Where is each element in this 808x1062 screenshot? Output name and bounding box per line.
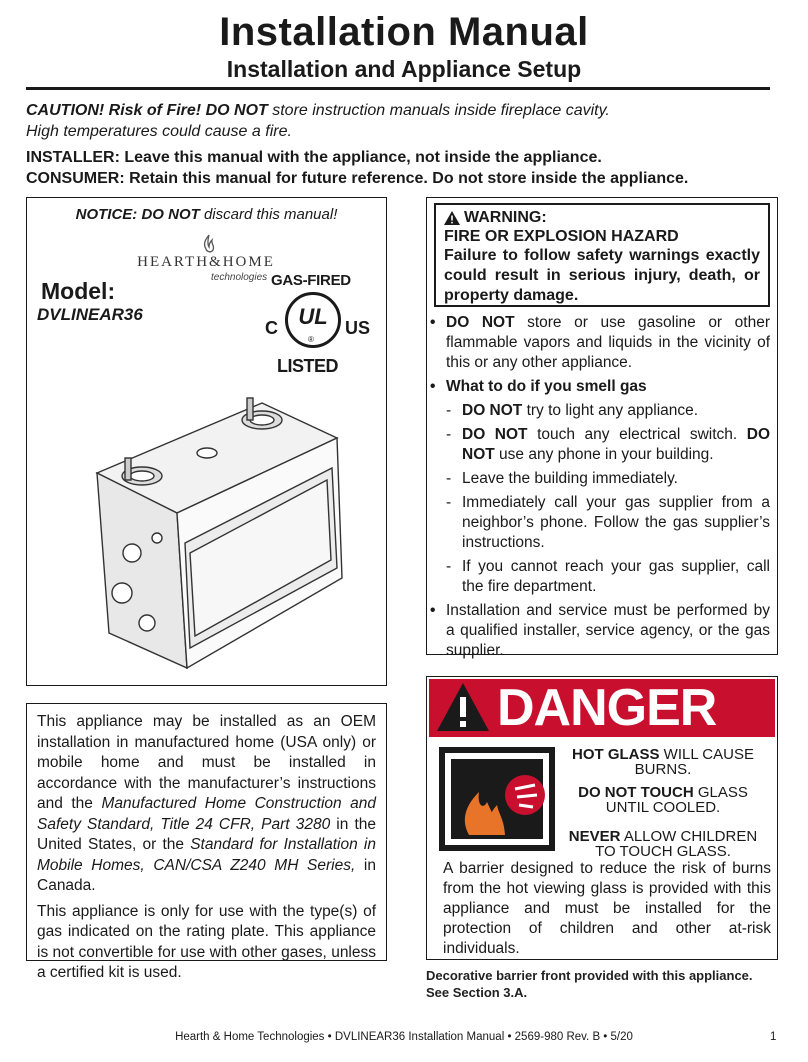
installer-line [26,147,786,168]
bullet-icon: • [430,378,436,395]
notice-text: discard this manual! [199,206,338,223]
notice-line [27,206,386,223]
title-rule [26,87,770,90]
notice-bold: NOTICE: DO NOT [75,206,200,223]
ul-registered: ® [308,335,314,344]
sub-list-item [446,401,770,421]
oem-installation-box [26,703,387,981]
bullet-text: store or use gasoline or other flammable vapors and liquids in the vicinity of this or any other appliance. [446,314,770,371]
dash-icon: - [446,426,452,443]
oem-italic-2: Standard for Installation in Mobile Homes, CAN/CSA Z240 MH Series, [37,836,376,874]
ul-gas-fired: GAS-FIRED [271,272,351,289]
flame-icon [201,234,217,256]
danger-l3-text: ALLOW CHILDREN TO TOUCH GLASS. [595,828,758,860]
model-label: Model: [41,278,116,304]
consumer-text: Retain this manual for future reference. Do not store inside the appliance. [124,170,689,187]
ul-c: C [265,318,278,338]
audience-instructions [26,147,786,189]
ul-letters: UL [298,304,328,329]
warning-header [444,209,760,227]
danger-banner [429,679,775,737]
page-title: Installation Manual [219,10,589,54]
ul-listed-mark [257,268,377,380]
sub-text: If you cannot reach your gas supplier, call the fire department. [462,558,770,595]
oem-text-a: This appliance may be installed as an OEM installation in manufactured home (USA only) or mobile home and must be installed in accordance with the manufacturer’s instructions and the [37,713,376,812]
danger-body-text: A barrier designed to reduce the risk of burns from the hot viewing glass is provided with this appliance and must be installed for the protection of children and other at-risk individuals. [443,860,771,957]
caption-line-2: See Section 3.A. [426,985,528,1000]
hot-glass-burn-icon [439,747,555,851]
danger-box [426,676,778,960]
sub-bold: DO NOT [462,426,528,443]
sub-list-item [446,425,770,465]
warning-bullets [430,313,770,665]
warning-text: Failure to follow safety warnings exactly could result in serious injury, death, or property damage. [444,247,760,304]
sub-bold-2: DO NOT [462,426,770,463]
danger-line-3 [557,829,769,859]
caution-notice [26,100,786,142]
oem-italic-1: Manufactured Home Construction and Safety Standard, Title 24 CFR, Part 3280 [37,795,376,833]
consumer-line [26,168,786,189]
danger-l3-bold: NEVER [568,828,621,845]
page-number: 1 [770,1031,777,1043]
bullet-bold: DO NOT [446,314,515,331]
fireplace-illustration [87,378,387,678]
danger-l2-text: GLASS UNTIL COOLED. [605,784,748,816]
sub-text: try to light any appliance. [522,402,699,419]
sub-text-2: use any phone in your building. [494,446,714,463]
dash-icon: - [446,470,452,487]
dash-icon: - [446,402,452,419]
danger-l2-bold: DO NOT TOUCH [578,784,694,801]
dash-icon: - [446,558,452,575]
oem-text-c: in Canada. [37,856,376,894]
sub-list-item [446,493,770,553]
warning-box [434,203,770,307]
logo-sub: technologies [211,272,268,283]
list-item [430,377,770,397]
warning-triangle-icon [444,211,460,225]
list-item [430,601,770,661]
consumer-label: CONSUMER: [26,170,125,187]
sub-list-item [446,557,770,597]
logo-text: HEARTH&HOME [137,254,275,270]
caption-line-1: Decorative barrier front provided with this appliance. [426,968,753,983]
danger-l1-bold: HOT GLASS [572,746,660,763]
bullet-icon: • [430,602,436,619]
ul-listed-text: LISTED [277,356,339,376]
caution-prefix: CAUTION! Risk of Fire! DO NOT [26,102,268,119]
dash-icon: - [446,494,452,511]
product-box [26,197,387,686]
danger-word: DANGER [497,679,717,737]
oem-text-b: in the United States, or the [37,815,376,853]
ul-us: US [345,318,371,338]
model-value: DVLINEAR36 [37,305,143,324]
sub-list-item [446,469,770,489]
installer-text: Leave this manual with the appliance, not inside the appliance. [119,149,602,166]
list-item [430,313,770,373]
caution-text-1: store instruction manuals inside fireplace cavity. [267,102,610,119]
warning-head-text: WARNING: [464,209,547,226]
sub-text: Immediately call your gas supplier from a neighbor’s phone. Follow the gas supplier’s instructions. [462,494,770,551]
caution-text-2: High temperatures could cause a fire. [26,123,292,140]
ul-circle [285,292,341,348]
bullet-text: Installation and service must be performed by a qualified installer, service agency, or the gas supplier. [446,602,770,659]
sub-text: Leave the building immediately. [462,470,678,487]
oem-paragraph-2: This appliance is only for use with the type(s) of gas indicated on the rating plate. This appliance is not convertible for use with other gases, unless a certified kit is used. [37,902,376,981]
sub-text: touch any electrical switch. [527,426,747,443]
installer-label: INSTALLER: [26,149,120,166]
bullet-icon: • [430,314,436,331]
warning-sub: FIRE OR EXPLOSION HAZARD [444,228,679,245]
bullet-heading: What to do if you smell gas [446,378,647,395]
page-footer: Hearth & Home Technologies • DVLINEAR36 Installation Manual • 2569-980 Rev. B • 5/20 [175,1031,633,1043]
danger-line-1 [557,747,769,777]
oem-paragraph-1 [37,712,376,897]
danger-l1-text: WILL CAUSE BURNS. [634,746,754,778]
danger-line-2 [557,785,769,815]
sub-bold: DO NOT [462,402,523,419]
page-subtitle: Installation and Appliance Setup [226,56,582,82]
barrier-caption [426,967,776,1001]
danger-triangle-icon [435,681,491,733]
